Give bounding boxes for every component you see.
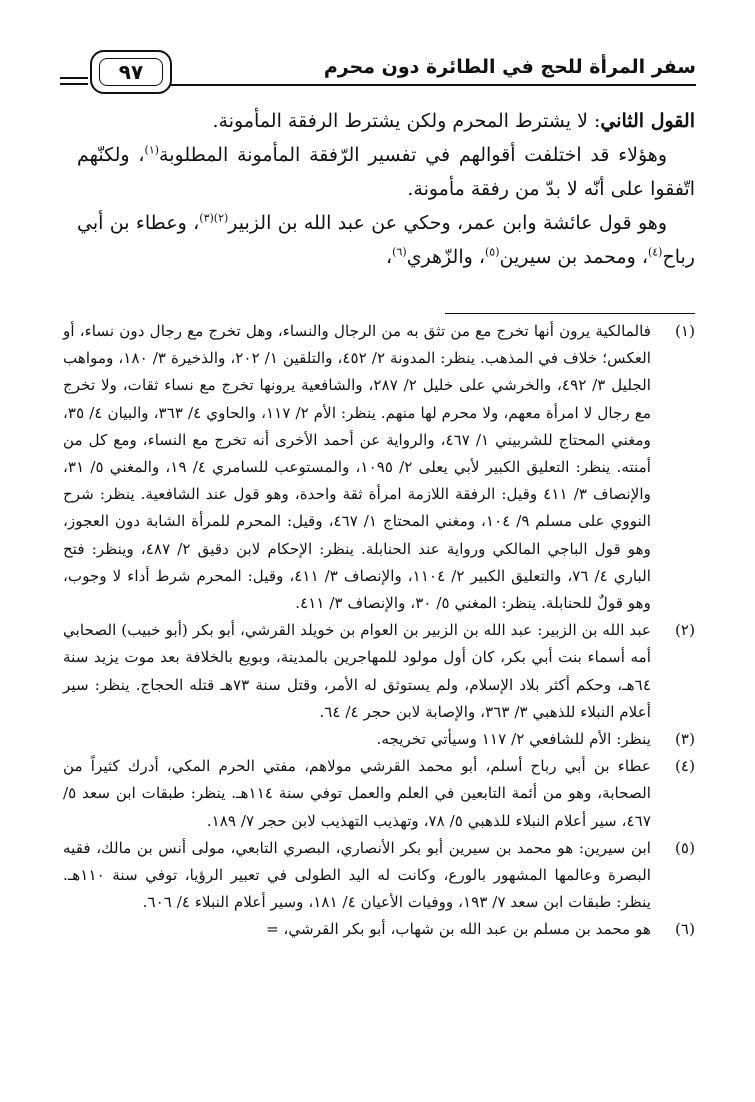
footnote-number: (٥): [674, 838, 695, 857]
page-number-frame: [90, 50, 172, 94]
footnote-1: [63, 318, 695, 617]
footnote-number: (٣): [674, 730, 695, 749]
footnotes: [63, 318, 695, 944]
second-opinion-text: : لا يشترط المحرم ولكن يشترط الرفقة المأمونة.: [212, 110, 601, 132]
footnote-6: [63, 916, 695, 943]
attribution-text-d: ، والزّهري: [406, 246, 485, 268]
paragraph-second-opinion: [77, 104, 695, 138]
paragraph-disagreement: [77, 138, 695, 206]
footnote-divider: [445, 313, 695, 314]
header-left-rule-bottom: [60, 83, 88, 85]
footnote-number: (٦): [674, 920, 695, 939]
footnote-text: ينظر: الأم للشافعي ٢/ ١١٧ وسيأتي تخريجه.: [376, 730, 651, 749]
footnote-ref-5[interactable]: (٥): [484, 245, 500, 259]
header-left-rule-top: [60, 77, 88, 79]
footnote-5: [63, 835, 695, 917]
footnote-4: [63, 753, 695, 835]
page-number: ٩٧: [99, 58, 163, 86]
header-rule: [170, 84, 696, 86]
attribution-text-e: ،: [386, 246, 393, 268]
footnote-text: فالمالكية يرون أنها تخرج مع من تثق به من الرجال والنساء، وهل تخرج مع رجال دون نساء، أو العكس؛ خلاف في المذهب. ينظر: المدونة ٢/ ٤٥٢، والتلقين ١/ ٢٠٢، والذخيرة ٣/ ١٨٠، ومواهب الجليل ٣/ ٤٩٢، والخرشي على خليل ٢/ ٢٨٧، والشافعية يرونها تخرج مع نساء ثقات، ولا تخرج مع رجال لا امرأة معهم، ولا محرم لها منهم. ينظر: الأم ٢/ ١١٧، والحاوي ٤/ ٣٦٣، والبيان ٤/ ٣٥، ومغني المحتاج للشربيني ١/ ٤٦٧، والرواية عن أحمد الأخرى أنه تخرج مع النساء، ومع كل من أمنته. ينظر: التعليق الكبير لأبي يعلى ٢/ ١٠٩٥، والمستوعب للسامري ٤/ ١٩، والمغني ٥/ ٣١، والإنصاف ٣/ ٤١١ وقيل: الرفقة اللازمة امرأة ثقة واحدة، وهو قول عند الشافعية. ينظر: شرح النووي على مسلم ٩/ ١٠٤، ومغني المحتاج ١/ ٤٦٧، وقيل: المحرم للمرأة الشابة دون العجوز، وهو قول الباجي المالكي ورواية عند الحنابلة. ينظر: الإحكام لابن دقيق ٢/ ٤٨٧، وينظر: فتح الباري ٤/ ٧٦، والتعليق الكبير ٢/ ١١٠٤، والإنصاف ٣/ ٤١١، وقيل: المحرم شرط أداء لا وجوب، وهو قولٌ للحنابلة. ينظر: المغني ٥/ ٣٠، والإنصاف ٣/ ٤١١.: [63, 322, 652, 613]
disagreement-text: وهؤلاء قد اختلفت أقوالهم في تفسير الرّفقة المأمونة المطلوبة: [159, 144, 668, 166]
footnote-number: (٢): [674, 621, 695, 640]
footnote-ref-2-3[interactable]: (٢)(٣): [199, 211, 229, 225]
running-title: سفر المرأة للحج في الطائرة دون محرم: [323, 56, 696, 78]
disagreement-tail: ، ولكنّهم اتّفقوا على أنّه لا بدّ من رفقة مأمونة.: [77, 144, 695, 200]
footnote-text: ابن سيرين: هو محمد بن سيرين أبو بكر الأنصاري، البصري التابعي، مولى أنس بن مالك، فقيه البصرة وعالمها المشهور بالورع، وكانت له اليد الطولى في تعبير الرؤيا، توفي سنة ١١٠هـ. ينظر: طبقات ابن سعد ٧/ ١٩٣، ووفيات الأعيان ٤/ ١٨١، وسير أعلام النبلاء ٤/ ٦٠٦.: [63, 838, 651, 912]
footnote-2: [63, 617, 695, 726]
footnote-ref-4[interactable]: (٤): [647, 245, 663, 259]
footnote-text: هو محمد بن مسلم بن عبد الله بن شهاب، أبو بكر القرشي، =: [265, 920, 651, 939]
footnote-number: (١): [674, 322, 695, 340]
footnote-ref-1[interactable]: (١): [144, 143, 160, 157]
main-text: [77, 104, 695, 274]
footnote-number: (٤): [674, 757, 695, 776]
footnote-3: [63, 726, 695, 753]
footnote-text: عبد الله بن الزبير: عبد الله بن الزبير بن العوام بن خويلد القرشي، أبو بكر (أبو خبيب) الصحابي أمه أسماء بنت أبي بكر، كان أول مولود للمهاجرين بالمدينة، وبويع بالخلافة بعد موت يزيد سنة ٦٤هـ، وحكم أكثر بلاد الإسلام، ولم يستوثق له الأمر، وقتل سنة ٧٣هـ قتله الحجاج. ينظر: سير أعلام النبلاء للذهبي ٣/ ٣٦٣، والإصابة لابن حجر ٤/ ٦٤.: [63, 621, 651, 721]
footnote-ref-6[interactable]: (٦): [392, 245, 407, 259]
attribution-text-b: ، وعطاء بن أبي رباح: [77, 212, 695, 268]
attribution-text-c: ، ومحمد بن سيرين: [499, 246, 648, 268]
second-opinion-label: القول الثاني: [600, 110, 695, 132]
paragraph-attribution: [77, 206, 695, 274]
footnote-text: عطاء بن أبي رباح أسلم، أبو محمد القرشي مولاهم، مفتي الحرم المكي، أدرك كثيراً من الصحابة، وهو من أئمة التابعين في العلم والعمل توفي سنة ١١٤هـ. ينظر: طبقات ابن سعد ٥/ ٤٦٧، سير أعلام النبلاء للذهبي ٥/ ٧٨، وتهذيب التهذيب لابن حجر ٧/ ١٨٩.: [63, 757, 651, 830]
attribution-text-a: وهو قول عائشة وابن عمر، وحكي عن عبد الله بن الزبير: [228, 212, 667, 234]
page-header: [60, 50, 696, 94]
